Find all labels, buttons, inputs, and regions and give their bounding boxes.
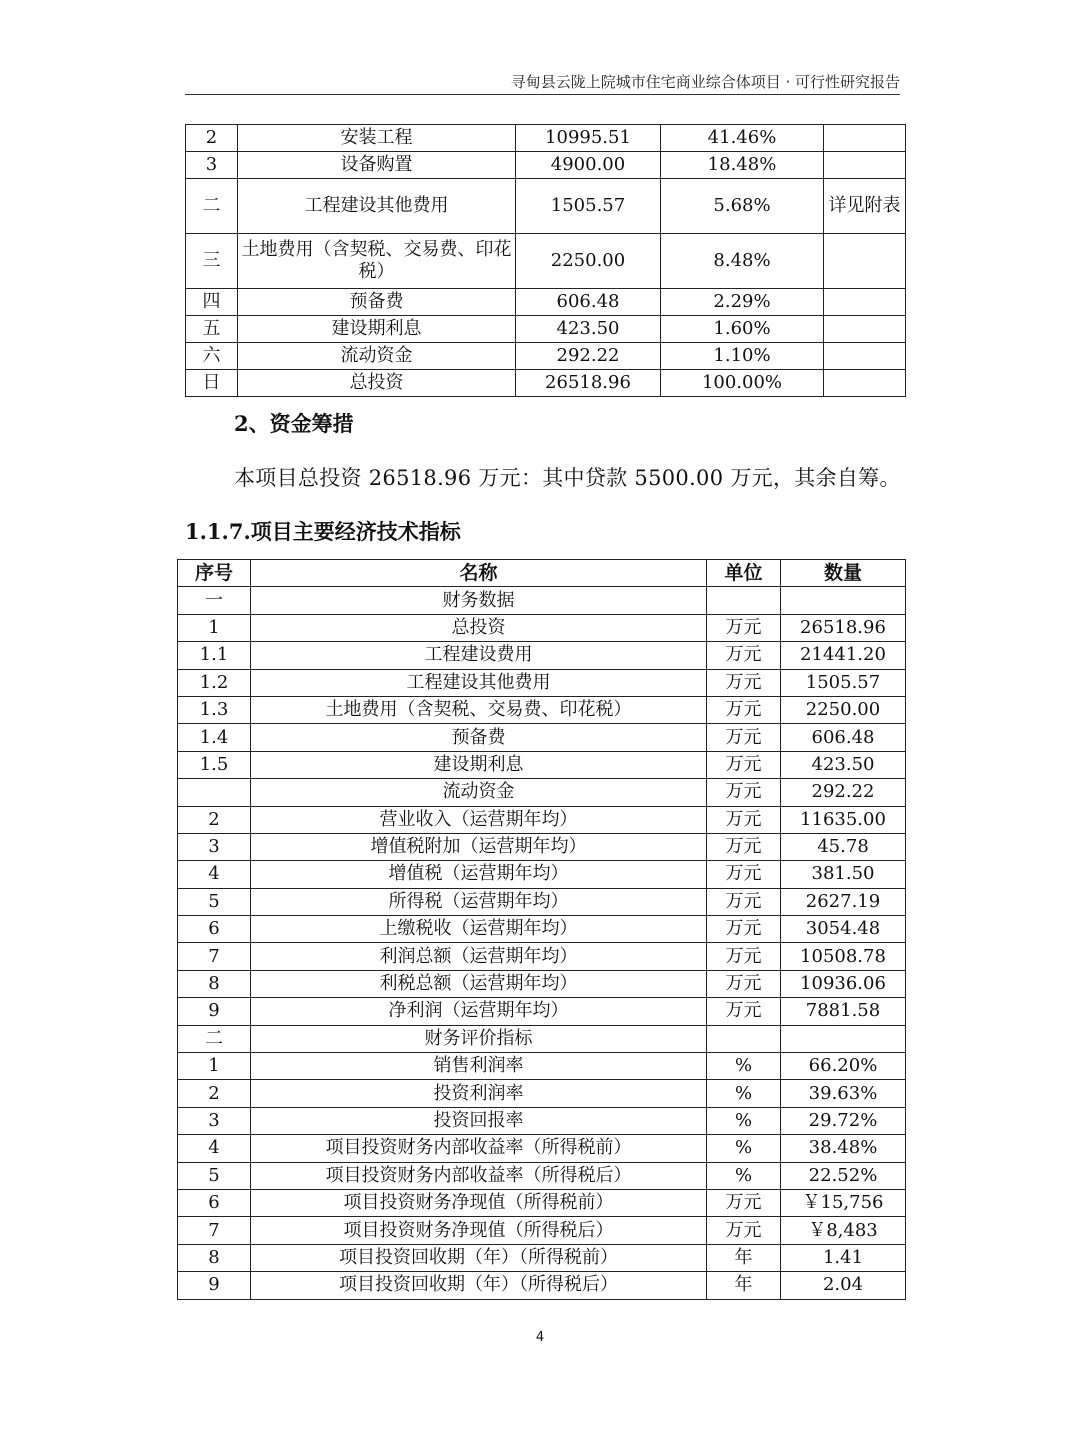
indicator-row [178, 1162, 906, 1189]
row-ratio-cell: 1.60% [661, 316, 824, 343]
indicator-index-cell: 6 [178, 916, 251, 943]
indicator-row [178, 779, 906, 806]
indicator-row [178, 751, 906, 778]
indicator-name-cell: 所得税（运营期年均） [251, 888, 707, 915]
indicator-value-cell: 7881.58 [781, 998, 906, 1025]
row-name-cell: 流动资金 [238, 343, 516, 370]
investment-row [186, 179, 906, 234]
indicator-unit-cell: 万元 [707, 943, 781, 970]
indicator-row [178, 642, 906, 669]
indicator-row [178, 724, 906, 751]
indicator-unit-cell: % [707, 1053, 781, 1080]
indicator-index-cell: 3 [178, 1107, 251, 1134]
indicator-index-cell: 9 [178, 998, 251, 1025]
indicator-row [178, 1107, 906, 1134]
indicator-value-cell: 66.20% [781, 1053, 906, 1080]
indicator-value-cell: 11635.00 [781, 806, 906, 833]
page-number: 4 [535, 1330, 545, 1345]
indicator-row [178, 888, 906, 915]
indicator-name-cell: 上缴税收（运营期年均） [251, 916, 707, 943]
indicator-index-cell: 8 [178, 970, 251, 997]
indicator-row [178, 696, 906, 723]
indicator-index-cell: 9 [178, 1272, 251, 1299]
indicator-index-cell: 5 [178, 1162, 251, 1189]
investment-summary-table [185, 124, 906, 397]
row-note-cell [824, 343, 906, 370]
indicator-row [178, 614, 906, 641]
row-note-cell: 详见附表 [824, 179, 906, 234]
indicator-name-cell: 工程建设费用 [251, 642, 707, 669]
indicators-section-heading: 1.1.7.项目主要经济技术指标 [185, 519, 461, 544]
indicator-unit-cell: 万元 [707, 696, 781, 723]
indicator-value-cell: 39.63% [781, 1080, 906, 1107]
indicator-index-cell: 1 [178, 614, 251, 641]
row-amount-cell: 423.50 [516, 316, 661, 343]
indicator-index-cell: 3 [178, 833, 251, 860]
indicator-name-cell: 增值税（运营期年均） [251, 861, 707, 888]
indicator-unit-cell: 万元 [707, 724, 781, 751]
row-ratio-cell: 8.48% [661, 234, 824, 289]
col-header-name: 名称 [251, 560, 707, 587]
indicator-index-cell: 2 [178, 1080, 251, 1107]
indicator-unit-cell: 万元 [707, 1189, 781, 1216]
economic-indicators-table [177, 559, 906, 1300]
indicator-row [178, 1025, 906, 1052]
indicator-unit-cell: 万元 [707, 916, 781, 943]
indicator-index-cell: 1 [178, 1053, 251, 1080]
row-ratio-cell: 41.46% [661, 125, 824, 152]
indicators-table-body [178, 587, 906, 1299]
indicator-unit-cell: 万元 [707, 614, 781, 641]
row-ratio-cell: 18.48% [661, 152, 824, 179]
row-note-cell [824, 370, 906, 397]
indicator-name-cell: 项目投资财务内部收益率（所得税后） [251, 1162, 707, 1189]
indicator-unit-cell: 万元 [707, 998, 781, 1025]
report-header-title: 寻甸县云陇上院城市住宅商业综合体项目 · 可行性研究报告 [510, 73, 900, 91]
indicator-index-cell: 1.3 [178, 696, 251, 723]
indicator-index-cell: 二 [178, 1025, 251, 1052]
indicator-value-cell: 45.78 [781, 833, 906, 860]
indicator-name-cell: 项目投资财务净现值（所得税后） [251, 1217, 707, 1244]
indicator-value-cell: ￥8,483 [781, 1217, 906, 1244]
funding-section-heading: 2、资金筹措 [234, 411, 354, 436]
investment-row [186, 289, 906, 316]
indicator-value-cell: ￥15,756 [781, 1189, 906, 1216]
indicator-index-cell: 7 [178, 1217, 251, 1244]
indicator-unit-cell: % [707, 1135, 781, 1162]
indicator-unit-cell [707, 587, 781, 614]
row-amount-cell: 10995.51 [516, 125, 661, 152]
indicator-unit-cell: 万元 [707, 751, 781, 778]
row-name-cell: 总投资 [238, 370, 516, 397]
row-index-cell: 四 [186, 289, 238, 316]
indicator-value-cell: 26518.96 [781, 614, 906, 641]
indicator-name-cell: 预备费 [251, 724, 707, 751]
investment-row [186, 152, 906, 179]
indicator-name-cell: 项目投资回收期（年）（所得税前） [251, 1244, 707, 1271]
indicator-row [178, 1053, 906, 1080]
row-amount-cell: 4900.00 [516, 152, 661, 179]
indicator-value-cell: 1.41 [781, 1244, 906, 1271]
investment-row [186, 370, 906, 397]
row-amount-cell: 606.48 [516, 289, 661, 316]
indicator-name-cell: 建设期利息 [251, 751, 707, 778]
col-header-quantity: 数量 [781, 560, 906, 587]
indicator-row [178, 970, 906, 997]
indicator-unit-cell: 年 [707, 1244, 781, 1271]
row-index-cell: 三 [186, 234, 238, 289]
row-ratio-cell: 5.68% [661, 179, 824, 234]
row-ratio-cell: 100.00% [661, 370, 824, 397]
indicator-row [178, 1272, 906, 1299]
indicators-header-row [178, 560, 906, 587]
indicator-index-cell: 8 [178, 1244, 251, 1271]
row-name-cell: 建设期利息 [238, 316, 516, 343]
indicator-row [178, 806, 906, 833]
indicator-index-cell: 5 [178, 888, 251, 915]
indicator-index-cell: 1.2 [178, 669, 251, 696]
indicator-value-cell: 381.50 [781, 861, 906, 888]
indicator-unit-cell: % [707, 1080, 781, 1107]
indicator-row [178, 1217, 906, 1244]
row-amount-cell: 26518.96 [516, 370, 661, 397]
indicator-index-cell: 7 [178, 943, 251, 970]
indicator-index-cell [178, 779, 251, 806]
indicator-index-cell: 6 [178, 1189, 251, 1216]
indicator-value-cell: 29.72% [781, 1107, 906, 1134]
indicator-value-cell: 10508.78 [781, 943, 906, 970]
row-note-cell [824, 234, 906, 289]
indicator-name-cell: 利税总额（运营期年均） [251, 970, 707, 997]
investment-row [186, 343, 906, 370]
indicator-name-cell: 项目投资回收期（年）（所得税后） [251, 1272, 707, 1299]
indicator-index-cell: 1.5 [178, 751, 251, 778]
indicator-value-cell: 2250.00 [781, 696, 906, 723]
indicator-name-cell: 土地费用（含契税、交易费、印花税） [251, 696, 707, 723]
indicator-value-cell: 22.52% [781, 1162, 906, 1189]
indicator-name-cell: 工程建设其他费用 [251, 669, 707, 696]
indicator-row [178, 1244, 906, 1271]
indicator-unit-cell: 万元 [707, 1217, 781, 1244]
indicator-value-cell [781, 587, 906, 614]
indicator-unit-cell: 万元 [707, 642, 781, 669]
indicator-name-cell: 营业收入（运营期年均） [251, 806, 707, 833]
indicator-name-cell: 增值税附加（运营期年均） [251, 833, 707, 860]
row-ratio-cell: 1.10% [661, 343, 824, 370]
indicator-row [178, 669, 906, 696]
indicator-value-cell: 21441.20 [781, 642, 906, 669]
indicator-name-cell: 利润总额（运营期年均） [251, 943, 707, 970]
funding-paragraph: 本项目总投资 26518.96 万元：其中贷款 5500.00 万元，其余自筹。 [234, 466, 901, 490]
indicator-unit-cell: 万元 [707, 861, 781, 888]
investment-row [186, 316, 906, 343]
indicator-value-cell: 292.22 [781, 779, 906, 806]
indicator-row [178, 1189, 906, 1216]
indicator-row [178, 916, 906, 943]
indicator-row [178, 998, 906, 1025]
investment-row [186, 125, 906, 152]
row-note-cell [824, 125, 906, 152]
indicator-row [178, 1080, 906, 1107]
header-divider [185, 94, 900, 95]
indicator-value-cell: 1505.57 [781, 669, 906, 696]
indicator-value-cell: 2.04 [781, 1272, 906, 1299]
row-name-cell: 设备购置 [238, 152, 516, 179]
indicator-value-cell: 2627.19 [781, 888, 906, 915]
indicator-unit-cell: 万元 [707, 888, 781, 915]
indicator-unit-cell: 万元 [707, 833, 781, 860]
indicator-row [178, 1135, 906, 1162]
indicator-unit-cell [707, 1025, 781, 1052]
indicator-name-cell: 项目投资财务净现值（所得税前） [251, 1189, 707, 1216]
row-note-cell [824, 152, 906, 179]
indicator-name-cell: 财务数据 [251, 587, 707, 614]
row-index-cell: 二 [186, 179, 238, 234]
row-amount-cell: 292.22 [516, 343, 661, 370]
col-header-unit: 单位 [707, 560, 781, 587]
indicator-name-cell: 净利润（运营期年均） [251, 998, 707, 1025]
row-amount-cell: 2250.00 [516, 234, 661, 289]
indicator-name-cell: 项目投资财务内部收益率（所得税前） [251, 1135, 707, 1162]
indicator-row [178, 943, 906, 970]
row-index-cell: 六 [186, 343, 238, 370]
indicator-unit-cell: % [707, 1107, 781, 1134]
row-ratio-cell: 2.29% [661, 289, 824, 316]
row-index-cell: 日 [186, 370, 238, 397]
row-note-cell [824, 289, 906, 316]
indicator-unit-cell: 万元 [707, 806, 781, 833]
indicator-unit-cell: 年 [707, 1272, 781, 1299]
indicator-name-cell: 销售利润率 [251, 1053, 707, 1080]
indicator-value-cell: 606.48 [781, 724, 906, 751]
row-name-cell: 工程建设其他费用 [238, 179, 516, 234]
indicator-name-cell: 投资回报率 [251, 1107, 707, 1134]
indicator-unit-cell: 万元 [707, 970, 781, 997]
indicator-unit-cell: 万元 [707, 669, 781, 696]
indicator-index-cell: 4 [178, 1135, 251, 1162]
indicator-row [178, 861, 906, 888]
investment-table-body [186, 125, 906, 397]
row-name-cell: 预备费 [238, 289, 516, 316]
indicator-name-cell: 总投资 [251, 614, 707, 641]
indicator-unit-cell: 万元 [707, 779, 781, 806]
indicator-index-cell: 1.1 [178, 642, 251, 669]
indicator-index-cell: 4 [178, 861, 251, 888]
row-index-cell: 2 [186, 125, 238, 152]
row-name-cell: 安装工程 [238, 125, 516, 152]
col-header-index: 序号 [178, 560, 251, 587]
indicator-name-cell: 财务评价指标 [251, 1025, 707, 1052]
row-index-cell: 3 [186, 152, 238, 179]
indicator-unit-cell: % [707, 1162, 781, 1189]
indicator-value-cell [781, 1025, 906, 1052]
indicator-index-cell: 2 [178, 806, 251, 833]
indicator-row [178, 587, 906, 614]
row-note-cell [824, 316, 906, 343]
investment-row [186, 234, 906, 289]
row-name-cell: 土地费用（含契税、交易费、印花税） [238, 234, 516, 289]
indicator-name-cell: 投资利润率 [251, 1080, 707, 1107]
indicator-value-cell: 10936.06 [781, 970, 906, 997]
row-index-cell: 五 [186, 316, 238, 343]
indicator-row [178, 833, 906, 860]
indicator-value-cell: 423.50 [781, 751, 906, 778]
indicator-name-cell: 流动资金 [251, 779, 707, 806]
row-amount-cell: 1505.57 [516, 179, 661, 234]
indicator-value-cell: 38.48% [781, 1135, 906, 1162]
indicator-index-cell: 一 [178, 587, 251, 614]
indicator-value-cell: 3054.48 [781, 916, 906, 943]
indicator-index-cell: 1.4 [178, 724, 251, 751]
